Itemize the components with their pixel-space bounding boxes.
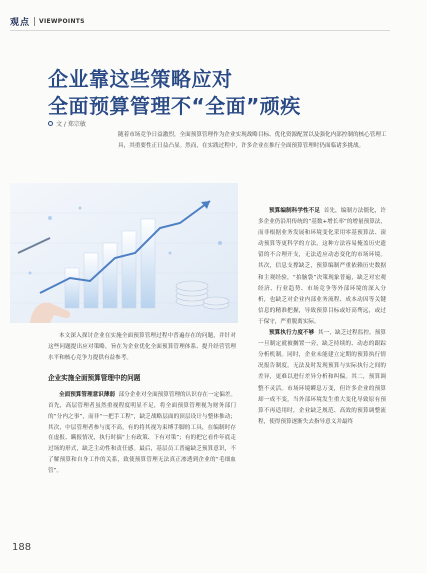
paragraph-budgeting <box>258 206 386 328</box>
paragraph-body: 首先，编制方法僵化，许多企业仍沿用传统的“基数+增长率”的增量预算法，而非根据业务发展和环境变化采用零基预算法、滚动预算等更科学的方法，这种方法容易掩盖历史遗留的不合理开支，无法适应动态变化的市场环境。其次，信息支撑缺乏，预算编制严重依赖历史数据和主观经验，“拍脑袋”决策现象普遍，缺乏对宏观经济、行业趋势、市场竞争等外部环境的深入分析，也缺乏对企业内部业务流程、成本动因等关键信息的精准把握，导致预算目标或好高骛远，或过于保守，严重脱离实际。 <box>258 208 386 325</box>
bullet-icon <box>48 121 53 126</box>
article-title-line2: 全面预算管理不“全面”顽疾 <box>48 94 301 118</box>
article-title-line1: 企业靠这些策略应对 <box>48 67 233 91</box>
author-byline <box>48 119 86 128</box>
paragraph-body: 其一，缺乏过程监控。预算一旦制定就被搁置一旁，缺乏持续的、动态的跟踪分析机制。同时，企业未能建立定期的预算执行情况报告制度，无法及时发现预算与实际执行之间的差异，更难以进行差异分析和纠偏。其二，预算调整不灵活。市场环境瞬息万变，但许多企业的预算却一成不变，当外部环境发生重大变化导致原有预算不再适用时，企业缺乏规范、高效的预算调整流程，使得预算逐渐失去指导意义并最终 <box>258 330 386 425</box>
finance-illustration <box>10 183 238 323</box>
left-column <box>48 331 236 477</box>
hero-illustration <box>10 183 238 323</box>
header-divider <box>34 17 35 26</box>
intro-paragraph: 本文深入探讨企业在实施全面预算管理过程中普遍存在的问题，并针对这些问题提出应对策略，旨在为企业优化全面预算管理体系、提升经营管理水平和核心竞争力提供有益参考。 <box>48 333 236 361</box>
page-number: 188 <box>12 542 32 553</box>
article-abstract <box>118 130 388 152</box>
paragraph-label: 预算编制科学性不足 <box>269 208 321 214</box>
author-name: 文 / 郑宗敏 <box>56 121 86 128</box>
right-column <box>258 206 386 428</box>
paragraph-body: 部分企业对全面预算管理的认识存在一定偏差。首先，高层管理者虽然重视程度明显不足，将全面预算管理视为财务部门的“分内之事”，而非“一把手工程”，缺乏战略层面的顶层设计与整体推动；其次，中层管理者参与度不高，有的将其视为束缚手脚的工具，在编制时存在虚报、瞒报情况，执行时搞“上有政策、下有对策”；有的把它看作年底走过场的形式，缺乏主动性和责任感。最后，基层员工普遍缺乏预算意识，不了解预算和自身工作的关系，致使预算管理无法真正渗透到企业的“毛细血管”。 <box>48 392 236 474</box>
paragraph-execution <box>258 328 386 428</box>
section-label-en: VIEWPOINTS <box>39 17 85 25</box>
paragraph-label: 全面预算管理意识薄弱 <box>59 392 115 399</box>
paragraph-awareness <box>48 390 236 476</box>
abstract-text: 随着市场竞争日益激烈，全面预算管理作为企业实现战略目标、优化资源配置以及强化内部控制的核心管理工具，其重要性正日益凸显。然而，在实践过程中，许多企业在推行全面预算管理时仍面临诸多挑战。 <box>118 132 387 149</box>
paragraph-label: 预算执行力度不够 <box>269 330 315 337</box>
header-rule <box>10 30 390 31</box>
section-header <box>10 14 85 28</box>
section-heading: 企业实施全面预算管理中的问题 <box>48 374 141 383</box>
section-label: 观点 <box>10 17 31 28</box>
